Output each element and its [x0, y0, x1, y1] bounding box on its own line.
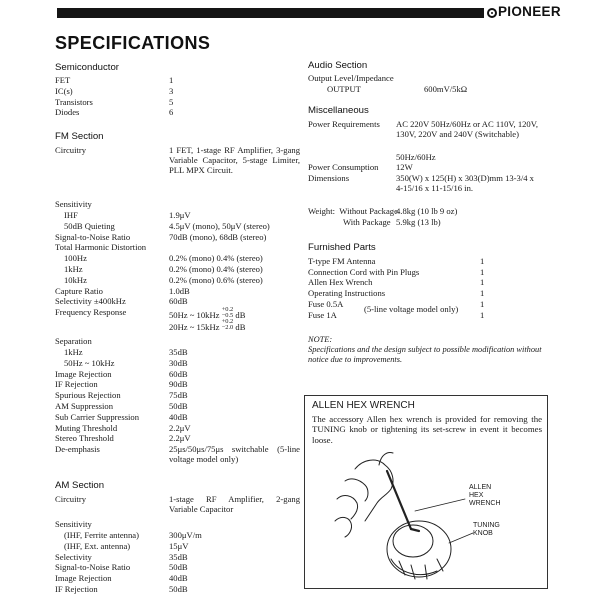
- spec-value: 25μs/50μs/75μs switchable (5-line voltage model only): [169, 444, 300, 465]
- spec-value: 75dB: [169, 390, 188, 401]
- fuse-note: (5-line voltage model only): [364, 303, 459, 314]
- spec-label: Muting Threshold: [55, 422, 118, 433]
- fm-rejection-list: [55, 369, 305, 445]
- spec-label: IC(s): [55, 85, 73, 96]
- spec-value: 1 FET, 1-stage RF Amplifier, 3-gang Variable Capacitor, 5-stage Limiter, PLL MPX Circuit.: [169, 145, 300, 176]
- spec-label: Allen Hex Wrench: [308, 277, 373, 288]
- misc-heading: Miscellaneous: [308, 104, 369, 116]
- spec-label: 1kHz: [64, 346, 83, 357]
- spec-row: [55, 433, 305, 444]
- deemphasis-row: [55, 444, 305, 466]
- spec-label: Selectivity ±400kHz: [55, 296, 126, 307]
- spec-row: [55, 552, 305, 563]
- hand-outline: [355, 460, 393, 521]
- spec-value: 90dB: [169, 379, 188, 390]
- tolerance: [222, 319, 234, 331]
- fm-circuitry-row: [55, 145, 305, 189]
- note-heading: NOTE:: [308, 334, 333, 344]
- spec-label: 50Hz ~ 10kHz: [64, 357, 115, 368]
- spec-value: 40dB: [169, 573, 188, 584]
- spec-label: Weight:: [308, 206, 335, 217]
- spec-label: OUTPUT: [327, 83, 361, 94]
- spec-row: [55, 253, 305, 264]
- spec-label: Circuitry: [55, 145, 87, 156]
- knob-label: [473, 522, 500, 538]
- spec-value: 35dB: [169, 346, 188, 357]
- wrench-illustration: [315, 451, 540, 585]
- spec-label: Output Level/Impedance: [308, 73, 394, 83]
- spec-label: FET: [55, 75, 71, 85]
- part-quantity: 1: [480, 288, 485, 299]
- spec-label: IHF: [64, 209, 78, 220]
- spec-label: Image Rejection: [55, 368, 112, 379]
- spec-row: [55, 562, 305, 573]
- finger-outline: [345, 479, 368, 501]
- spec-label: Connection Cord with Pin Plugs: [308, 266, 420, 277]
- spec-value: 2.2μV: [169, 422, 191, 433]
- am-list: [55, 552, 305, 595]
- spec-label: Operating Instructions: [308, 288, 386, 299]
- spec-row: [55, 390, 305, 401]
- page-title: SPECIFICATIONS: [55, 33, 211, 53]
- spec-label: Circuitry: [55, 494, 87, 505]
- spec-row: [308, 256, 570, 267]
- spec-value: 50dB: [169, 583, 188, 594]
- spec-value: 2.2μV: [169, 433, 191, 444]
- spec-value: 6: [169, 107, 174, 118]
- tolerance-down: −2.0: [221, 324, 234, 332]
- spec-value: 30dB: [169, 357, 188, 368]
- am-circuitry-row: [55, 494, 305, 519]
- spec-value: 4.5μV (mono), 50μV (stereo): [169, 220, 270, 231]
- spec-value: 600mV/5kΩ: [424, 83, 468, 94]
- spec-row: [55, 264, 305, 275]
- wrench-leader-line: [415, 499, 465, 511]
- wrench-label: [469, 484, 501, 508]
- spec-row: [55, 584, 305, 595]
- spec-row: [308, 277, 570, 288]
- label-line: ALLEN: [469, 484, 492, 491]
- freq-range: 50Hz ~ 10kHz: [169, 310, 220, 321]
- spec-value: 60dB: [169, 296, 188, 307]
- spec-label: Dimensions: [308, 173, 350, 184]
- spec-row: [55, 401, 305, 412]
- thd-list: [55, 253, 305, 285]
- spec-row: [308, 267, 570, 278]
- spec-label: (IHF, Ferrite antenna): [64, 529, 139, 540]
- label-line: HEX: [469, 492, 484, 499]
- part-quantity: 1: [480, 255, 485, 266]
- box-text: The accessory Allen hex wrench is provided for removing the TUNING knob or tightening its set-screw in event it becomes loose.: [312, 414, 542, 445]
- brand-name: PIONEER: [498, 4, 561, 19]
- spec-label: Frequency Response: [55, 307, 127, 318]
- semiconductor-heading: Semiconductor: [55, 62, 119, 73]
- knob-ridges: [399, 559, 443, 579]
- spec-label: T-type FM Antenna: [308, 255, 376, 266]
- spec-label: Image Rejection: [55, 573, 112, 584]
- spec-label: Selectivity: [55, 551, 92, 562]
- knob-leader-line: [449, 533, 473, 543]
- spec-value: 50Hz/60Hz: [396, 151, 436, 162]
- spec-label: De-emphasis: [55, 444, 100, 455]
- part-quantity: 1: [480, 277, 485, 288]
- spec-label: Diodes: [55, 107, 80, 118]
- spec-label: 1kHz: [64, 263, 83, 274]
- thumb-outline: [379, 453, 393, 466]
- tolerance-down: −0.5: [221, 312, 234, 320]
- spec-label: Total Harmonic Distortion: [55, 242, 147, 253]
- wrench-shaft: [387, 471, 411, 529]
- spec-label: Spurious Rejection: [55, 390, 121, 401]
- spec-row: [55, 97, 305, 108]
- box-title: ALLEN HEX WRENCH: [312, 400, 415, 411]
- spec-label: Sensitivity: [55, 519, 92, 530]
- spec-label: Sub Carrier Suppression: [55, 411, 140, 422]
- spec-row: [55, 379, 305, 390]
- spec-label: 50dB Quieting: [64, 220, 115, 231]
- unit: dB: [235, 310, 246, 321]
- spec-value: 1-stage RF Amplifier, 2-gang Variable Capacitor: [169, 494, 300, 515]
- spec-value: 1: [169, 75, 174, 85]
- am-heading: AM Section: [55, 480, 105, 492]
- spec-label: Power Consumption: [308, 162, 379, 173]
- spec-value: 0.2% (mono) 0.4% (stereo): [169, 253, 263, 264]
- spec-label: With Package: [343, 216, 391, 227]
- spec-value: 3: [169, 85, 174, 96]
- audio-heading: Audio Section: [308, 60, 368, 71]
- spec-value: 5: [169, 96, 174, 107]
- parts-list: [308, 256, 570, 321]
- spec-value: 35dB: [169, 551, 188, 562]
- spec-label: Signal-to-Noise Ratio: [55, 562, 131, 573]
- spec-label: Fuse 0.5A: [308, 298, 344, 309]
- part-quantity: 1: [480, 266, 485, 277]
- spec-row: [55, 573, 305, 584]
- spec-label: Power Requirements: [308, 118, 380, 129]
- spec-value: [169, 319, 245, 332]
- spec-value: 40dB: [169, 411, 188, 422]
- spec-row: [55, 75, 305, 86]
- note-text: Specifications and the design subject to possible modification without notice due to improvements.: [308, 344, 542, 364]
- label-line: WRENCH: [469, 500, 501, 507]
- spec-value: 50dB: [169, 562, 188, 573]
- spec-row: [55, 275, 305, 286]
- spec-row: [55, 423, 305, 434]
- weight-label-group: [308, 206, 398, 216]
- unit: dB: [235, 322, 246, 333]
- part-quantity: 1: [480, 298, 485, 309]
- tolerance-up: +0.2: [221, 306, 234, 314]
- spec-label: Without Package: [339, 206, 398, 217]
- label-line: TUNING: [473, 522, 500, 529]
- header-bar: [57, 8, 484, 18]
- spec-value: 0.2% (mono) 0.6% (stereo): [169, 274, 263, 285]
- spec-label: Sensitivity: [55, 199, 92, 210]
- spec-label: Transistors: [55, 96, 93, 107]
- spec-label: Stereo Threshold: [55, 433, 114, 444]
- tolerance-up: +0.2: [221, 318, 234, 326]
- semiconductor-list: [55, 75, 305, 118]
- fm-heading: FM Section: [55, 131, 104, 143]
- label-line: KNOB: [473, 530, 493, 537]
- spec-label: IF Rejection: [55, 379, 98, 390]
- dimensions-row: [308, 173, 570, 206]
- spec-row: [55, 358, 305, 369]
- spec-row: [308, 288, 570, 299]
- spec-value: 70dB (mono), 68dB (stereo): [169, 231, 267, 242]
- spec-row: [55, 347, 305, 358]
- right-column: [308, 60, 570, 365]
- spec-label: Fuse 1A: [308, 309, 337, 320]
- finger-outline: [335, 517, 352, 537]
- spec-label: 100Hz: [64, 253, 87, 264]
- spec-value: 350(W) x 125(H) x 303(D)mm 13-3/4 x 4-15/16 x 11-15/16 in.: [396, 173, 534, 194]
- spec-label: (IHF, Ext. antenna): [64, 540, 131, 551]
- spec-value: 300μV/m: [169, 529, 202, 540]
- power-requirements-row: [308, 119, 570, 152]
- spec-value: 4.8kg (10 lb 9 oz): [396, 206, 458, 217]
- spec-value: 60dB: [169, 368, 188, 379]
- spec-label: IF Rejection: [55, 583, 98, 594]
- spec-value: 5.9kg (13 lb): [396, 216, 441, 227]
- spec-label: Capture Ratio: [55, 285, 103, 296]
- spec-row: [55, 369, 305, 380]
- spec-value: 1.9μV: [169, 209, 191, 220]
- spec-row: [308, 298, 570, 314]
- spec-label: Separation: [55, 336, 92, 347]
- spec-value: 1.0dB: [169, 285, 190, 296]
- spec-value: AC 220V 50Hz/60Hz or AC 110V, 120V, 130V, 220V and 240V (Switchable): [396, 118, 538, 139]
- spec-row: [55, 86, 305, 97]
- spec-value: 12W: [396, 162, 413, 173]
- parts-heading: Furnished Parts: [308, 241, 376, 253]
- spec-label: AM Suppression: [55, 400, 114, 411]
- knob-base: [391, 559, 437, 575]
- brand-logo: [487, 4, 561, 19]
- finger-outline: [337, 496, 358, 519]
- wrench-tip: [411, 529, 419, 531]
- part-quantity: 1: [480, 309, 485, 320]
- freq-range: 20Hz ~ 15kHz: [169, 322, 220, 333]
- left-column: [55, 62, 305, 595]
- allen-wrench-box: [304, 395, 548, 589]
- spec-row: [55, 107, 305, 118]
- spec-value: 15μV: [169, 540, 189, 551]
- spec-value: 0.2% (mono) 0.4% (stereo): [169, 263, 263, 274]
- spec-value: 50dB: [169, 400, 188, 411]
- separation-list: [55, 347, 305, 369]
- spec-label: 10kHz: [64, 274, 87, 285]
- spec-row: [308, 310, 570, 321]
- spec-row: [55, 412, 305, 423]
- spec-label: Signal-to-Noise Ratio: [55, 231, 131, 242]
- pioneer-logo-icon: [487, 8, 497, 18]
